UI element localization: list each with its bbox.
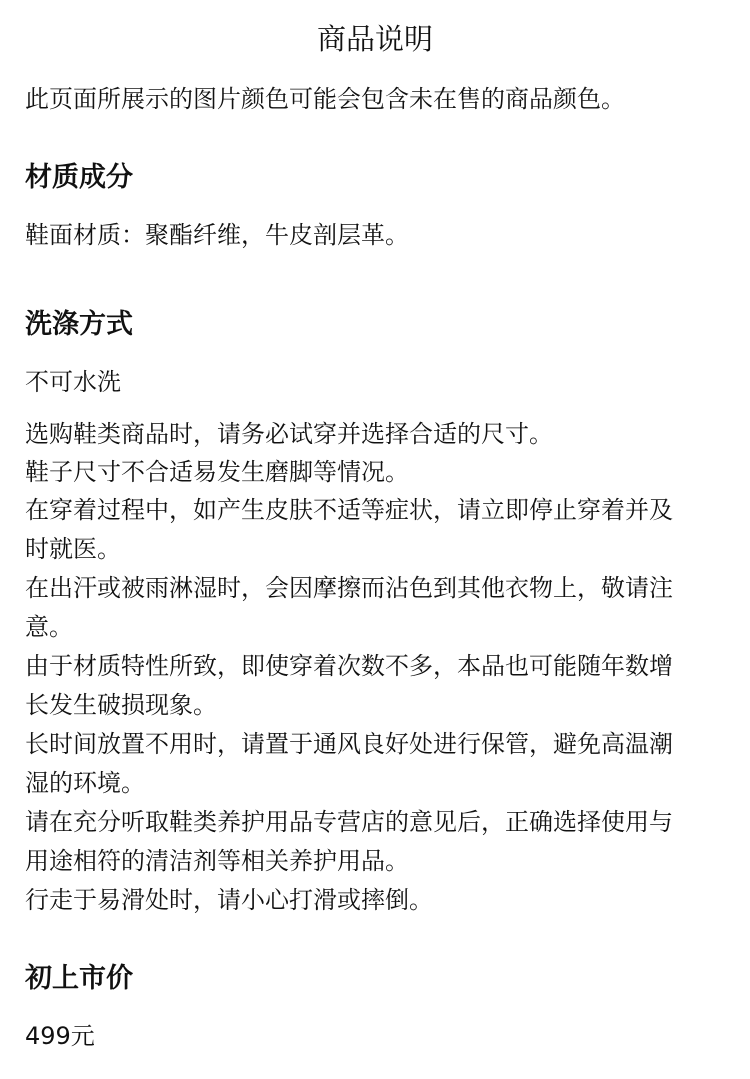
care-note-line: 在穿着过程中，如产生皮肤不适等症状，请立即停止穿着并及 [25, 496, 673, 524]
intro-text: 此页面所展示的图片颜色可能会包含未在售的商品颜色。 [25, 85, 625, 113]
washing-heading: 洗涤方式 [25, 309, 133, 340]
care-note-line: 选购鞋类商品时，请务必试穿并选择合适的尺寸。 [25, 420, 553, 448]
care-note-line: 由于材质特性所致，即使穿着次数不多，本品也可能随年数增 [25, 652, 673, 680]
care-note-line: 鞋子尺寸不合适易发生磨脚等情况。 [25, 458, 409, 486]
price-heading: 初上市价 [25, 963, 133, 994]
material-heading: 材质成分 [25, 162, 133, 193]
care-note-line: 意。 [25, 613, 73, 641]
care-note-line: 在出汗或被雨淋湿时，会因摩擦而沾色到其他衣物上，敬请注 [25, 574, 673, 602]
care-note-line: 行走于易滑处时，请小心打滑或摔倒。 [25, 886, 433, 914]
price-value: 499元 [25, 1022, 95, 1050]
care-note-line: 湿的环境。 [25, 769, 145, 797]
page-title: 商品说明 [316, 22, 433, 56]
care-note-line: 时就医。 [25, 535, 121, 563]
washing-method: 不可水洗 [25, 368, 121, 396]
care-note-line: 用途相符的清洁剂等相关养护用品。 [25, 847, 409, 875]
care-note-line: 请在充分听取鞋类养护用品专营店的意见后，正确选择使用与 [25, 808, 673, 836]
care-note-line: 长发生破损现象。 [25, 691, 217, 719]
care-note-line: 长时间放置不用时，请置于通风良好处进行保管，避免高温潮 [25, 730, 673, 758]
material-text: 鞋面材质：聚酯纤维，牛皮剖层革。 [25, 221, 409, 249]
